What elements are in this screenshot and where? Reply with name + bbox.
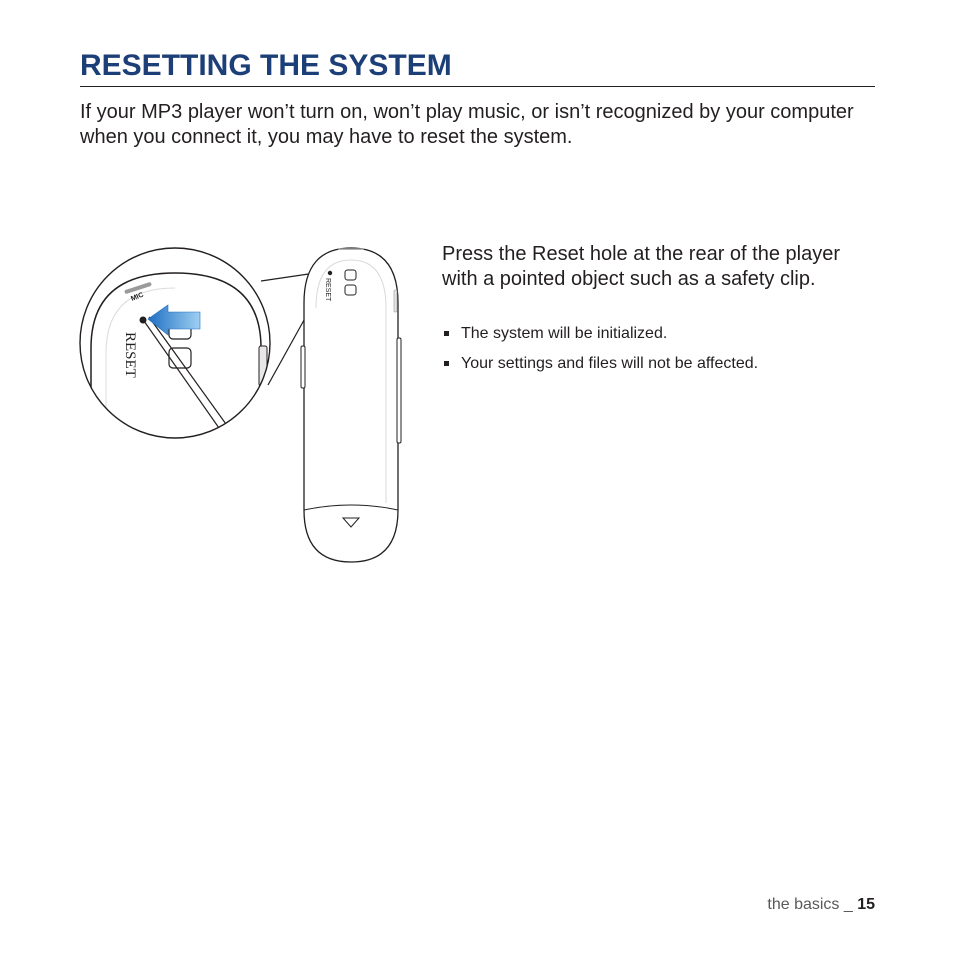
zoom-mic-label: MIC	[130, 291, 145, 303]
player-device	[301, 248, 401, 562]
bullet-text: The system will be initialized.	[461, 325, 668, 342]
footer-section: the basics _	[767, 896, 858, 913]
title-underline	[80, 86, 875, 87]
intro-paragraph: If your MP3 player won’t turn on, won’t play music, or isn’t recognized by your computer when you connect it, you may have to reset the system.	[80, 101, 854, 148]
page-number: 15	[857, 896, 875, 913]
device-reset-label: RESET	[324, 278, 331, 302]
zoom-circle	[80, 248, 270, 458]
list-item	[442, 354, 882, 374]
note-list	[442, 324, 882, 384]
list-item	[442, 324, 882, 344]
page-title: RESETTING THE SYSTEM	[80, 49, 452, 82]
reset-illustration	[76, 228, 416, 568]
page-footer	[767, 894, 875, 916]
bullet-square-icon	[444, 361, 449, 366]
bullet-square-icon	[444, 331, 449, 336]
instruction-paragraph: Press the Reset hole at the rear of the player with a pointed object such as a safety clip.	[442, 243, 840, 290]
bullet-text: Your settings and files will not be affected.	[461, 355, 759, 372]
zoom-reset-label: RESET	[122, 332, 138, 378]
